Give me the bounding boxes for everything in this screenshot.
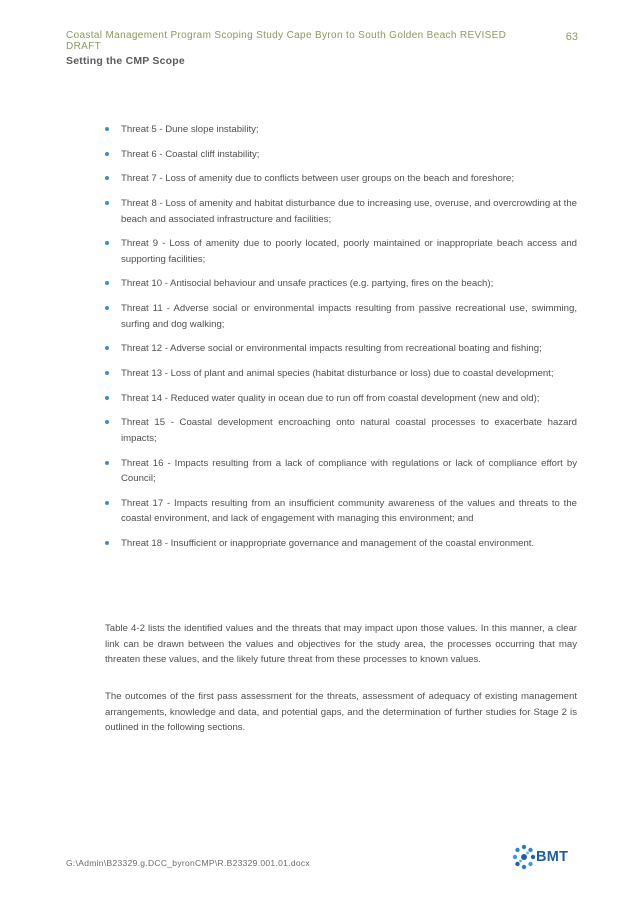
- bullet-icon: [105, 420, 109, 424]
- body-paragraph-values-threats: Table 4-2 lists the identified values and the threats that may impact upon those values. In this manner, a clear link can be drawn between the values and objectives for the study area, the processes occurring that may threaten these values, and the likely future threat from these processes to known values.: [105, 623, 577, 665]
- threat-text: Threat 17 - Impacts resulting from an insufficient community awareness of the values and threats to the coastal environment, and lack of engagement with managing this environment; and: [121, 497, 577, 525]
- bullet-icon: [105, 152, 109, 156]
- threat-text: Threat 10 - Antisocial behaviour and unsafe practices (e.g. partying, fires on the beach);: [121, 278, 494, 290]
- threat-text: Threat 14 - Reduced water quality in ocean due to run off from coastal development (new and old);: [121, 392, 540, 404]
- bullet-icon: [105, 346, 109, 350]
- threat-list-item: [105, 341, 577, 357]
- bullet-icon: [105, 396, 109, 400]
- bullet-icon: [105, 241, 109, 245]
- bullet-icon: [105, 371, 109, 375]
- threat-text: Threat 15 - Coastal development encroaching onto natural coastal processes to exacerbate hazard impacts;: [121, 417, 577, 444]
- bullet-icon: [105, 501, 109, 505]
- threat-text: Threat 11 - Adverse social or environmental impacts resulting from passive recreational use, swimming, surfing and dog walking;: [121, 303, 577, 330]
- bullet-icon: [105, 281, 109, 285]
- threat-list-item: [105, 366, 577, 382]
- page-number: 63: [565, 31, 578, 43]
- bmt-logo-text: BMT: [536, 849, 569, 865]
- threat-list-item: [105, 415, 577, 446]
- threat-list-item: [105, 122, 577, 138]
- threat-list-item: [105, 236, 577, 267]
- threat-list-item: [105, 301, 577, 332]
- threat-list-item: [105, 276, 577, 292]
- threat-list-item: [105, 536, 577, 552]
- bullet-icon: [105, 461, 109, 465]
- threat-list-item: [105, 391, 577, 407]
- threat-list-item: [105, 456, 577, 487]
- threat-text: Threat 16 - Impacts resulting from a lack of compliance with regulations or lack of compliance effort by Council;: [121, 457, 577, 485]
- bullet-icon: [105, 127, 109, 131]
- bmt-logo: [512, 842, 578, 872]
- threat-text: Threat 13 - Loss of plant and animal species (habitat disturbance or loss) due to coastal development;: [121, 368, 554, 379]
- body-paragraph-outcomes: The outcomes of the first pass assessment for the threats, assessment of adequacy of existing management arrangements, knowledge and data, and potential gaps, and the determination of further studies for Stage 2 is outlined in the following sections.: [105, 691, 577, 733]
- threat-text: Threat 9 - Loss of amenity due to poorly located, poorly maintained or inappropriate beach access and supporting facilities;: [121, 238, 577, 265]
- bullet-icon: [105, 201, 109, 205]
- threat-bullet-list: [105, 122, 577, 561]
- bullet-icon: [105, 306, 109, 310]
- threat-list-item: [105, 496, 577, 527]
- document-header-title: Coastal Management Program Scoping Study Cape Byron to South Golden Beach REVISED DRAFT: [66, 30, 507, 52]
- threat-list-item: [105, 171, 577, 187]
- threat-text: Threat 12 - Adverse social or environmental impacts resulting from recreational boating and fishing;: [121, 343, 542, 355]
- threat-list-item: [105, 196, 577, 227]
- bmt-swirl-icon: [512, 842, 536, 872]
- threat-text: Threat 7 - Loss of amenity due to conflicts between user groups on the beach and foreshore;: [121, 173, 515, 185]
- threat-list-item: [105, 147, 577, 163]
- section-title: Setting the CMP Scope: [66, 55, 185, 67]
- threat-text: Threat 8 - Loss of amenity and habitat disturbance due to increasing use, overuse, and overcrowding at the beach and associated infrastructure and facilities;: [121, 198, 577, 225]
- threat-text: Threat 6 - Coastal cliff instability;: [121, 148, 260, 160]
- bullet-icon: [105, 176, 109, 180]
- threat-text: Threat 18 - Insufficient or inappropriate governance and management of the coastal environment.: [121, 537, 535, 549]
- threat-text: Threat 5 - Dune slope instability;: [121, 124, 259, 135]
- footer-file-path: G:\Admin\B23329.g.DCC_byronCMP\R.B23329.001.01.docx: [66, 858, 310, 868]
- bullet-icon: [105, 541, 109, 545]
